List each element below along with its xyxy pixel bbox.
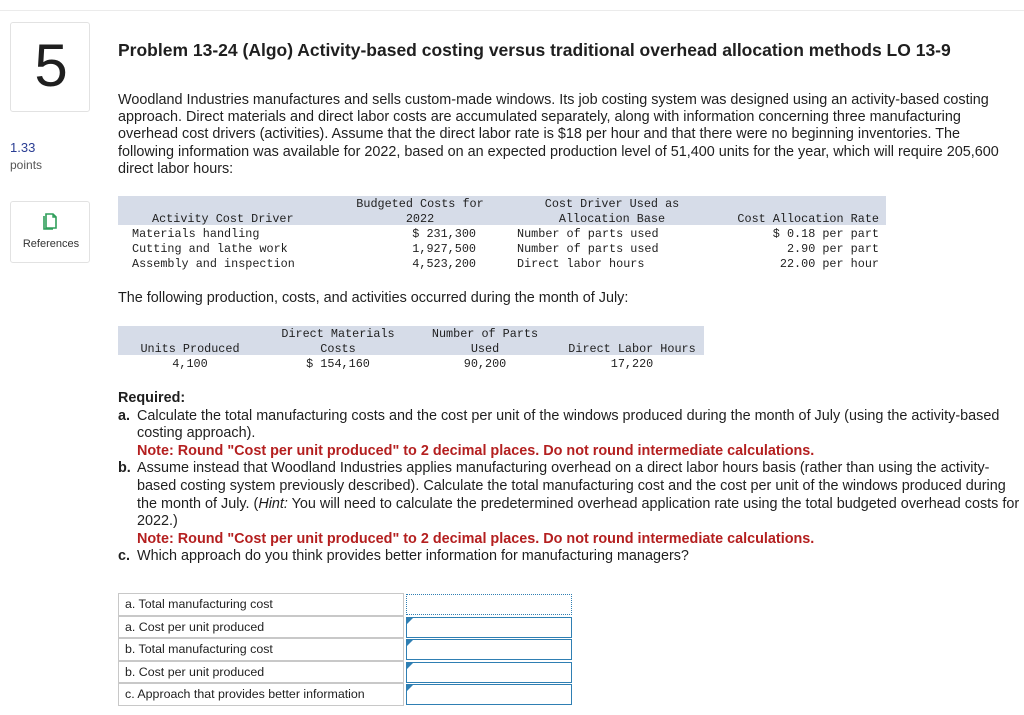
table1-header-budget-1: Budgeted Costs for: [356, 197, 484, 211]
requirement-b-label: b.: [118, 460, 131, 477]
answer-input-c-approach[interactable]: [406, 684, 572, 705]
question-number: 5: [34, 32, 68, 99]
july-paragraph: The following production, costs, and activities occurred during the month of July:: [118, 290, 629, 306]
table-row-budget: 4,523,200: [412, 257, 476, 271]
table-row-rate: $ 0.18 per part: [772, 227, 879, 241]
intro-paragraph: Woodland Industries manufactures and sells custom-made windows. Its job costing system was designed using an activity-based costing approach. Direct materials and direct labor costs are accumulated separately, along with information concerning three manufacturing overhead cost drivers (activities). Assume that the direct labor rate is $18 per hour and that there were no beginning inventories. The following information was available for 2022, based on an expected production level of 51,400 units for the year, which will require 205,600 direct labor hours:: [118, 92, 999, 177]
table1-header-rate: Cost Allocation Rate: [737, 212, 879, 226]
table2-header-parts-1: Number of Parts: [431, 327, 539, 341]
answer-row-label: a. Cost per unit produced: [118, 616, 404, 639]
top-divider: [0, 10, 1024, 11]
requirement-b-text-2: You will need to calculate the predetermined overhead application rate using the total budgeted overhead costs for 2022.): [137, 495, 1020, 530]
answer-row-label: b. Total manufacturing cost: [118, 638, 404, 661]
table2-dlh-value: 17,220: [610, 357, 654, 371]
answer-row-label: a. Total manufacturing cost: [118, 593, 404, 616]
required-section: [118, 390, 1024, 566]
requirement-a-label: a.: [118, 407, 131, 424]
table-row-base: Number of parts used: [517, 242, 659, 256]
references-label: References: [22, 238, 80, 250]
requirement-b: [118, 460, 1024, 548]
table2-header-parts-2: Used: [470, 342, 500, 356]
table-row-base: Direct labor hours: [517, 257, 645, 271]
table2-header-dlh: Direct Labor Hours: [568, 342, 696, 356]
requirement-a-text: Calculate the total manufacturing costs and the cost per unit of the windows produced during the month of July (using the activity-based costing approach).: [137, 407, 1000, 442]
requirement-a: [118, 408, 1024, 461]
table1-header-base-1: Cost Driver Used as: [544, 197, 680, 211]
points-value: 1.33: [10, 140, 36, 155]
requirement-a-note: Note: Round "Cost per unit produced" to 2 decimal places. Do not round intermediate calculations.: [137, 442, 815, 459]
table-row-driver: Cutting and lathe work: [132, 242, 288, 256]
table-row-budget: $ 231,300: [412, 227, 476, 241]
requirement-b-hint: Hint:: [258, 495, 288, 512]
table-row-driver: Materials handling: [132, 227, 260, 241]
points-label: points: [10, 158, 43, 172]
question-number-box: [10, 22, 90, 112]
requirement-b-text-1: Assume instead that Woodland Industries applies manufacturing overhead on a direct labor hours basis (rather than using the activity-based costing system previously described). Calculate the total manufacturing cost and the cost per unit of the windows produced during the month of July. (: [137, 460, 1006, 512]
requirement-c-text: Which approach do you think provides better information for manufacturing managers?: [137, 548, 689, 565]
table-row-base: Number of parts used: [517, 227, 659, 241]
answer-input-b-unit[interactable]: [406, 662, 572, 683]
table2-parts-value: 90,200: [463, 357, 507, 371]
answer-row-label: b. Cost per unit produced: [118, 661, 404, 684]
table-row-rate: 2.90 per part: [786, 242, 879, 256]
table-row-driver: Assembly and inspection: [132, 257, 295, 271]
table2-dm-value: $ 154,160: [306, 357, 370, 371]
answer-row-label: c. Approach that provides better information: [118, 683, 404, 706]
table-row-rate: 22.00 per hour: [779, 257, 879, 271]
answer-input-a-total[interactable]: [406, 594, 572, 615]
references-button[interactable]: [10, 201, 90, 263]
table1-header-base-2: Allocation Base: [558, 212, 666, 226]
table-row-budget: 1,927,500: [412, 242, 476, 256]
table2-units-value: 4,100: [172, 357, 208, 371]
answer-input-a-unit[interactable]: [406, 617, 572, 638]
requirement-c: [118, 548, 1024, 566]
answer-input-b-total[interactable]: [406, 639, 572, 660]
problem-title: Problem 13-24 (Algo) Activity-based costing versus traditional overhead allocation methods LO 13-9: [118, 40, 951, 60]
table1-header-driver: Activity Cost Driver: [152, 212, 294, 226]
table2-header-dm-2: Costs: [320, 342, 356, 356]
table1-header-budget-2: 2022: [405, 212, 435, 226]
document-icon: [43, 212, 59, 230]
table2-header-units: Units Produced: [140, 342, 240, 356]
required-heading: Required:: [118, 390, 186, 406]
table2-header-dm-1: Direct Materials: [281, 327, 395, 341]
requirement-c-label: c.: [118, 548, 131, 565]
requirement-b-note: Note: Round "Cost per unit produced" to 2 decimal places. Do not round intermediate calculations.: [137, 530, 815, 547]
